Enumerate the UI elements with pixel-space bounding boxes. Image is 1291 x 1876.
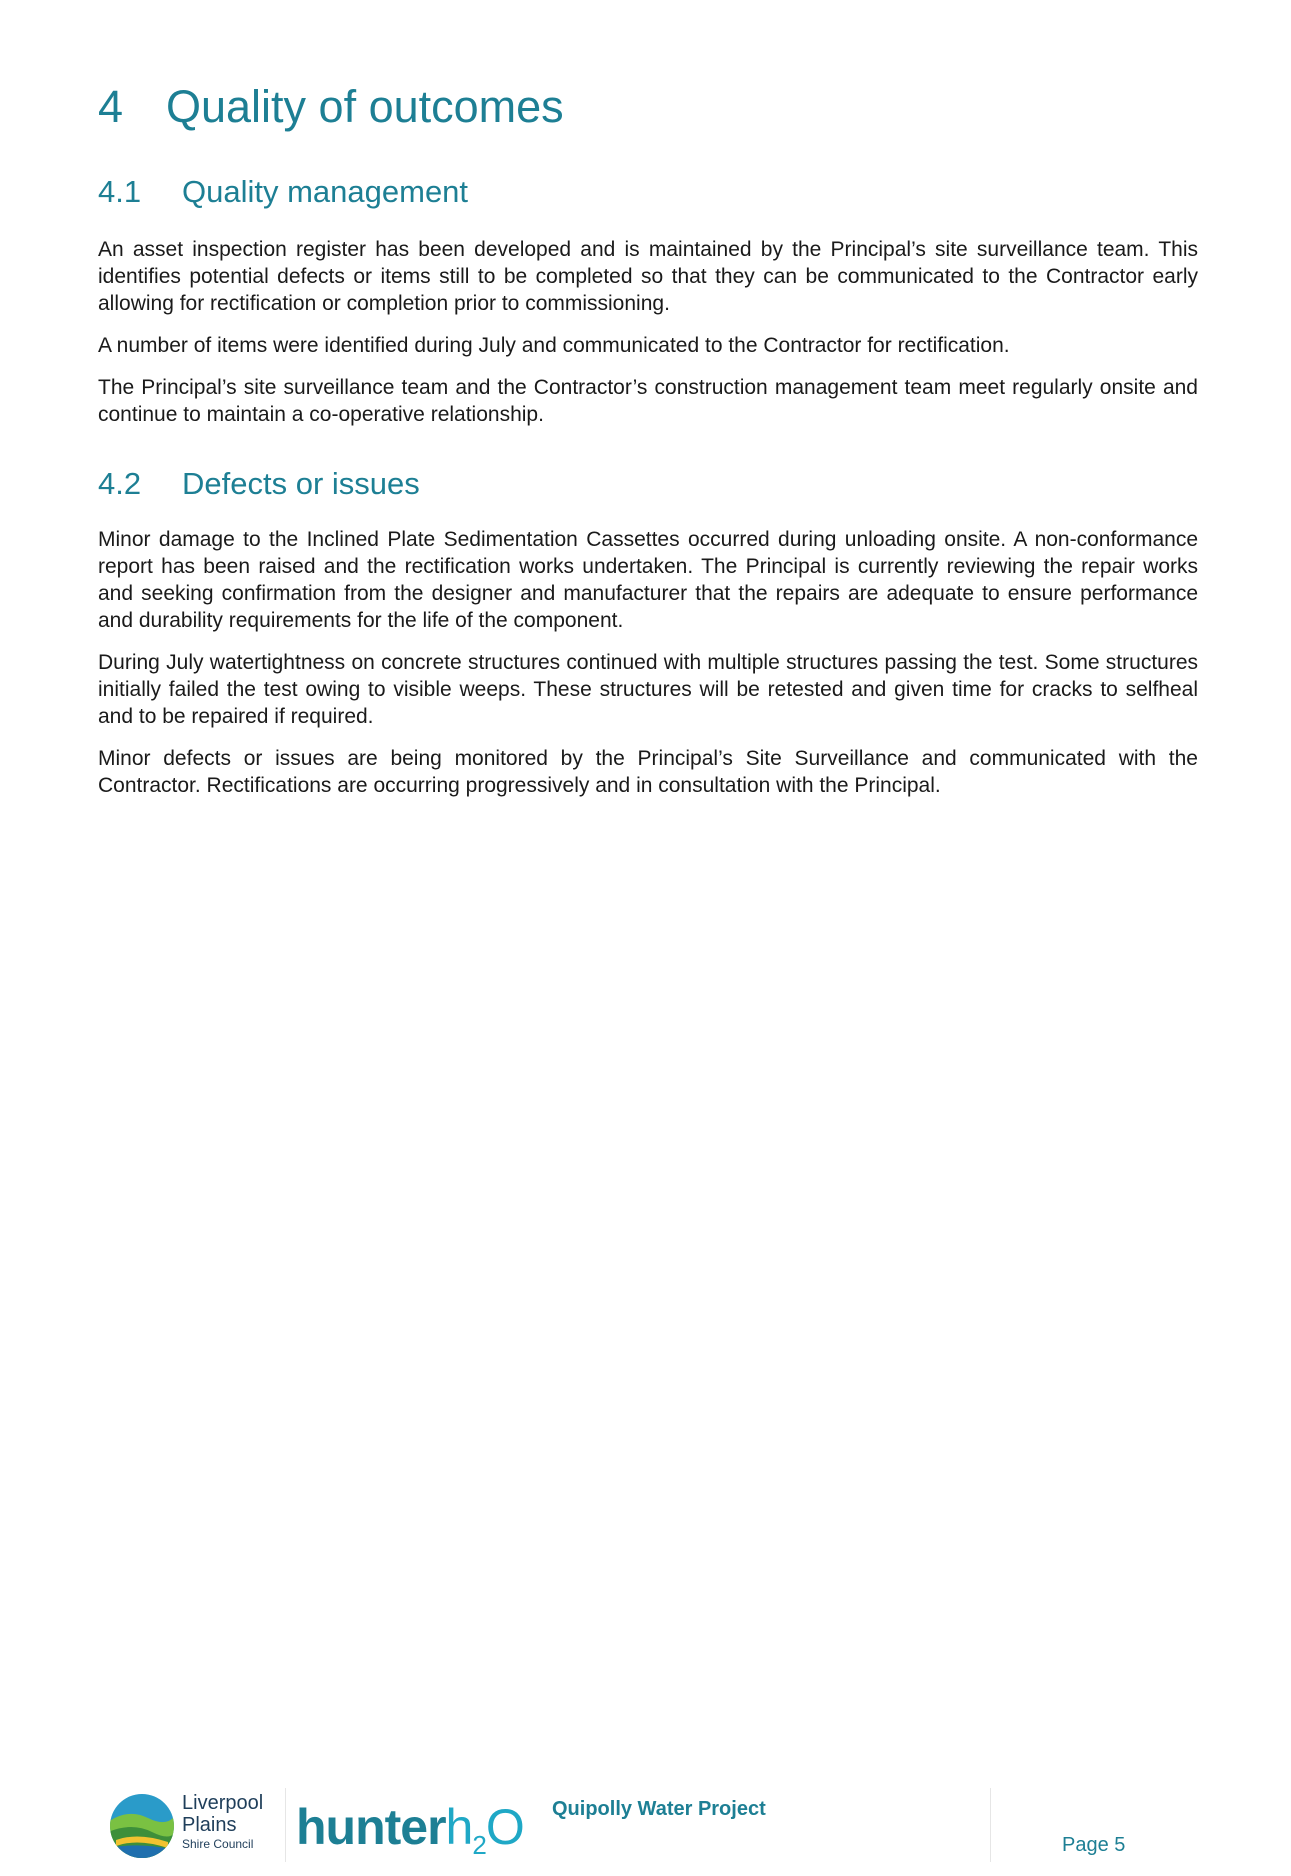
paragraph: A number of items were identified during July and communicated to the Contractor for rectification. [98, 334, 1010, 357]
footer-divider [285, 1788, 286, 1862]
section-number: 4.2 [98, 466, 142, 501]
chapter-number: 4 [98, 81, 124, 132]
chapter-heading [98, 78, 1198, 136]
paragraph: Minor defects or issues are being monitored by the Principal’s Site Surveillance and communicated with the Contractor. Rectifications are occurring progressively and in consultation with the Principal. [98, 747, 1198, 797]
hunter-h2o-logo [296, 1796, 524, 1876]
section-number: 4.1 [98, 174, 142, 209]
page-footer [0, 1780, 1291, 1867]
section-heading-quality-management [98, 172, 1198, 212]
council-name-line1: Liverpool [182, 1792, 264, 1814]
paragraph: An asset inspection register has been developed and is maintained by the Principal’s site surveillance team. This identifies potential defects or items still to be completed so that they can be communicated to the Contractor early allowing for rectification or completion prior to commissioning. [98, 238, 1198, 315]
page-number: Page 5 [1062, 1834, 1126, 1856]
brand-part3: O [485, 1799, 524, 1855]
section-title: Defects or issues [182, 466, 420, 501]
section-title: Quality management [182, 174, 469, 209]
brand-part1: hunter [296, 1799, 446, 1855]
footer-divider [990, 1788, 991, 1862]
paragraph: The Principal’s site surveillance team and the Contractor’s construction management team meet regularly onsite and continue to maintain a co-operative relationship. [98, 376, 1198, 426]
paragraph: During July watertightness on concrete structures continued with multiple structures passing the test. Some structures initially failed the test owing to visible weeps. These structures will be retested and given time for cracks to selfheal and to be repaired if required. [98, 651, 1198, 728]
council-name [182, 1792, 263, 1852]
brand-h2o [445, 1799, 524, 1860]
brand-part2: h [445, 1799, 473, 1855]
council-name-line3: Shire Council [182, 1837, 254, 1851]
chapter-title: Quality of outcomes [166, 81, 564, 132]
paragraph: Minor damage to the Inclined Plate Sedimentation Cassettes occurred during unloading onsite. A non-conformance report has been raised and the rectification works undertaken. The Principal is currently reviewing the repair works and seeking confirmation from the designer and manufacturer that the repairs are adequate to ensure performance and durability requirements for the life of the component. [98, 528, 1198, 632]
project-name: Quipolly Water Project [552, 1798, 766, 1820]
liverpool-plains-logo-icon [108, 1792, 176, 1860]
brand-sub: 2 [472, 1830, 486, 1860]
section-heading-defects-or-issues [98, 464, 1198, 504]
council-name-line2: Plains [182, 1814, 237, 1836]
page-content [98, 78, 1198, 814]
